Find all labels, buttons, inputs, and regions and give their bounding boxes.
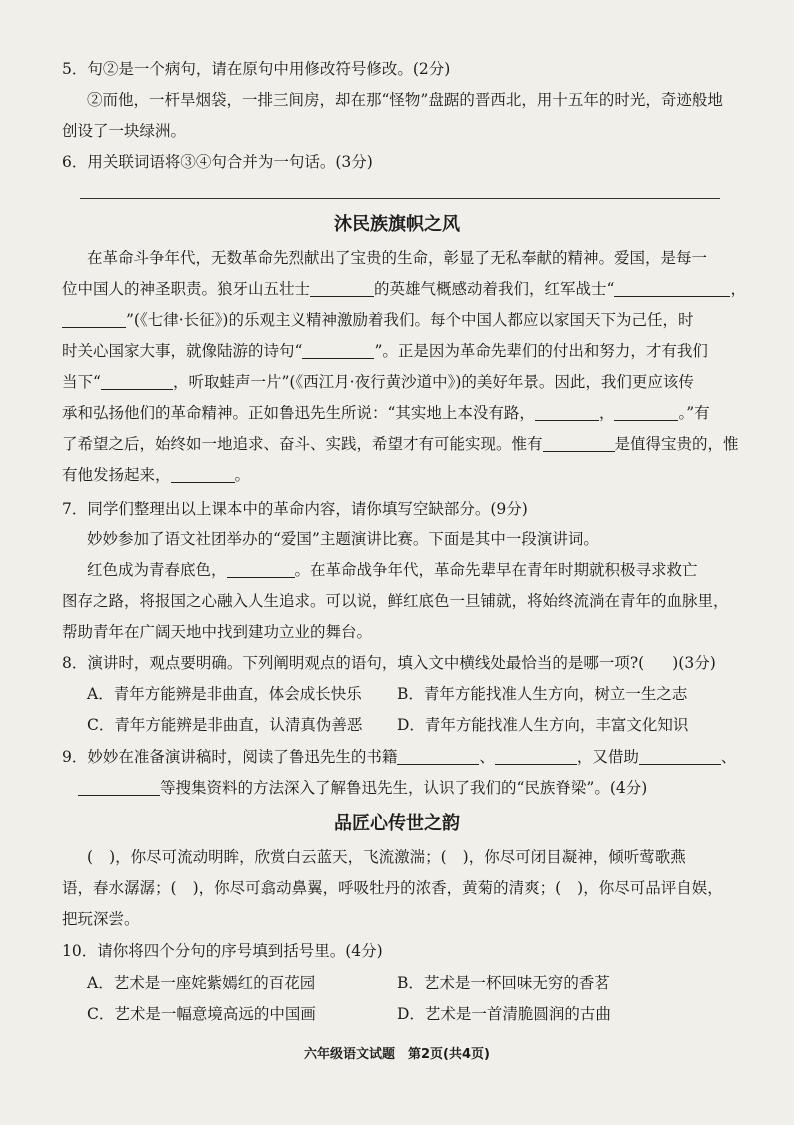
text: ，又借助	[576, 748, 639, 766]
text: ，	[598, 404, 615, 422]
text: 、	[479, 748, 495, 766]
section1-title: 沐民族旗帜之风	[334, 214, 460, 235]
text: 了希望之后，始终如一地追求、奋斗、实践，希望才有可能实现。惟有	[62, 435, 543, 453]
text: 的英雄气概感动着我们，红军战士“	[374, 280, 615, 298]
text: 、	[720, 748, 737, 766]
fill-blank[interactable]	[302, 342, 374, 359]
text: 承和弘扬他们的革命精神。正如鲁迅先生所说：“其实地上本没有路，	[62, 404, 535, 422]
text: 有他发扬起来，	[62, 466, 171, 484]
section1-para-line2	[62, 278, 794, 300]
fill-blank[interactable]	[614, 404, 678, 421]
text: ，听取蛙声一片”(《西江月·夜行黄沙道中》)的美好年景。因此，我们更应该传	[172, 373, 694, 391]
q7-speech-line2: 图存之路，将报国之心融入人生追求。可以说，鲜红底色一旦铺就，将始终流淌在青年的血脉里，	[62, 592, 729, 610]
q7-speech-line3: 帮助青年在广阔天地中找到建功立业的舞台。	[62, 623, 373, 641]
text: 9．妙妙在准备演讲稿时，阅读了鲁迅先生的书籍	[62, 748, 398, 766]
section2-para-line1	[87, 846, 794, 868]
text: ，	[730, 280, 746, 298]
text: )，你尽可品评自娱，	[577, 879, 723, 897]
fill-blank[interactable]	[227, 561, 295, 578]
text: (	[87, 848, 94, 866]
text: )(3分)	[672, 654, 716, 672]
text: ”。正是因为革命先辈们的付出和努力，才有我们	[374, 342, 708, 360]
q9-stem-line2	[78, 777, 794, 799]
text: 时关心国家大事，就像陆游的诗句“	[62, 342, 303, 360]
section1-para-line3	[62, 309, 794, 331]
text: 是值得宝贵的，惟	[614, 435, 739, 453]
section1-para-line4	[62, 340, 794, 362]
fill-blank[interactable]	[171, 466, 235, 483]
text: 。”有	[678, 404, 710, 422]
q5-stem: 5．句②是一个病句，请在原句中用修改符号修改。(2分)	[62, 60, 451, 78]
q7-stem: 7．同学们整理出以上课本中的革命内容，请你填写空缺部分。(9分)	[62, 500, 528, 518]
q10-option-a: A．艺术是一座姹紫嫣红的百花园	[87, 974, 316, 992]
q5-sentence-line2: 创设了一块绿洲。	[62, 122, 187, 140]
section1-para-line6	[62, 402, 794, 424]
q8-option-b[interactable]: B．青年方能找准人生方向，树立一生之志	[397, 685, 688, 703]
text: 8．演讲时，观点要明确。下列阐明观点的语句，填入文中横线处最恰当的是哪一项?(	[62, 654, 645, 672]
q8-option-a[interactable]: A．青年方能辨是非曲直，体会成长快乐	[87, 685, 362, 703]
fill-blank[interactable]	[614, 280, 730, 297]
fill-blank[interactable]	[62, 311, 126, 328]
section2-title: 品匠心传世之韵	[334, 813, 460, 834]
q8-option-d[interactable]: D．青年方能找准人生方向，丰富文化知识	[397, 716, 689, 734]
q6-stem: 6．用关联词语将③④句合并为一句话。(3分)	[62, 153, 373, 171]
fill-blank[interactable]	[535, 404, 599, 421]
fill-blank[interactable]	[543, 435, 615, 452]
text: 位中国人的神圣职责。狼牙山五壮士	[62, 280, 311, 298]
text: 红色成为青春底色，	[87, 561, 227, 579]
section1-para-line5	[62, 371, 794, 393]
section1-para-line8	[62, 464, 794, 486]
text: 等搜集资料的方法深入了解鲁迅先生，认识了我们的“民族脊梁”。(4分)	[160, 779, 648, 797]
q10-option-d: D．艺术是一首清脆圆润的古曲	[397, 1005, 611, 1023]
q10-option-b: B．艺术是一杯回味无穷的香茗	[397, 974, 610, 992]
text: 。在革命战争年代，革命先辈早在青年时期就积极寻求救亡	[294, 561, 698, 579]
text: )，你尽可翕动鼻翼，呼吸牡丹的浓香，黄菊的清爽；(	[192, 879, 562, 897]
text: 。	[234, 466, 251, 484]
text: )，你尽可闭目凝神，倾听莺歌燕	[462, 848, 686, 866]
q5-sentence-line1: ②而他，一杆旱烟袋，一排三间房，却在那“怪物”盘踞的晋西北，用十五年的时光，奇迹般地	[87, 91, 723, 109]
q7-intro: 妙妙参加了语文社团举办的“爱国”主题演讲比赛。下面是其中一段演讲词。	[87, 530, 599, 548]
fill-blank[interactable]	[639, 748, 721, 765]
q8-stem	[62, 652, 794, 674]
page-footer: 六年级语文试题 第2页(共4页)	[304, 1047, 490, 1062]
q7-speech-line1	[87, 559, 794, 581]
text: )，你尽可流动明眸，欣赏白云蓝天，飞流激湍；(	[109, 848, 447, 866]
text: ”(《七律·长征》)的乐观主义精神激励着我们。每个中国人都应以家国天下为己任，时	[126, 311, 694, 329]
section2-para-line3: 把玩深尝。	[62, 910, 140, 928]
fill-blank[interactable]	[101, 373, 173, 390]
q9-stem-line1	[62, 746, 794, 768]
fill-blank[interactable]	[78, 779, 160, 796]
section1-para-line7	[62, 433, 794, 455]
fill-blank[interactable]	[397, 748, 479, 765]
section1-para-line1: 在革命斗争年代，无数革命先烈献出了宝贵的生命，彰显了无私奉献的精神。爱国，是每一	[87, 249, 708, 267]
text: 当下“	[62, 373, 101, 391]
q10-stem: 10．请你将四个分句的序号填到括号里。(4分)	[62, 942, 383, 960]
fill-blank[interactable]	[495, 748, 577, 765]
fill-blank[interactable]	[310, 280, 374, 297]
section2-para-line2	[62, 877, 794, 899]
text: 语，春水潺潺；(	[62, 879, 177, 897]
q8-option-c[interactable]: C．青年方能辨是非曲直，认清真伪善恶	[87, 716, 363, 734]
section-divider	[80, 198, 720, 199]
q10-option-c: C．艺术是一幅意境高远的中国画	[87, 1005, 316, 1023]
